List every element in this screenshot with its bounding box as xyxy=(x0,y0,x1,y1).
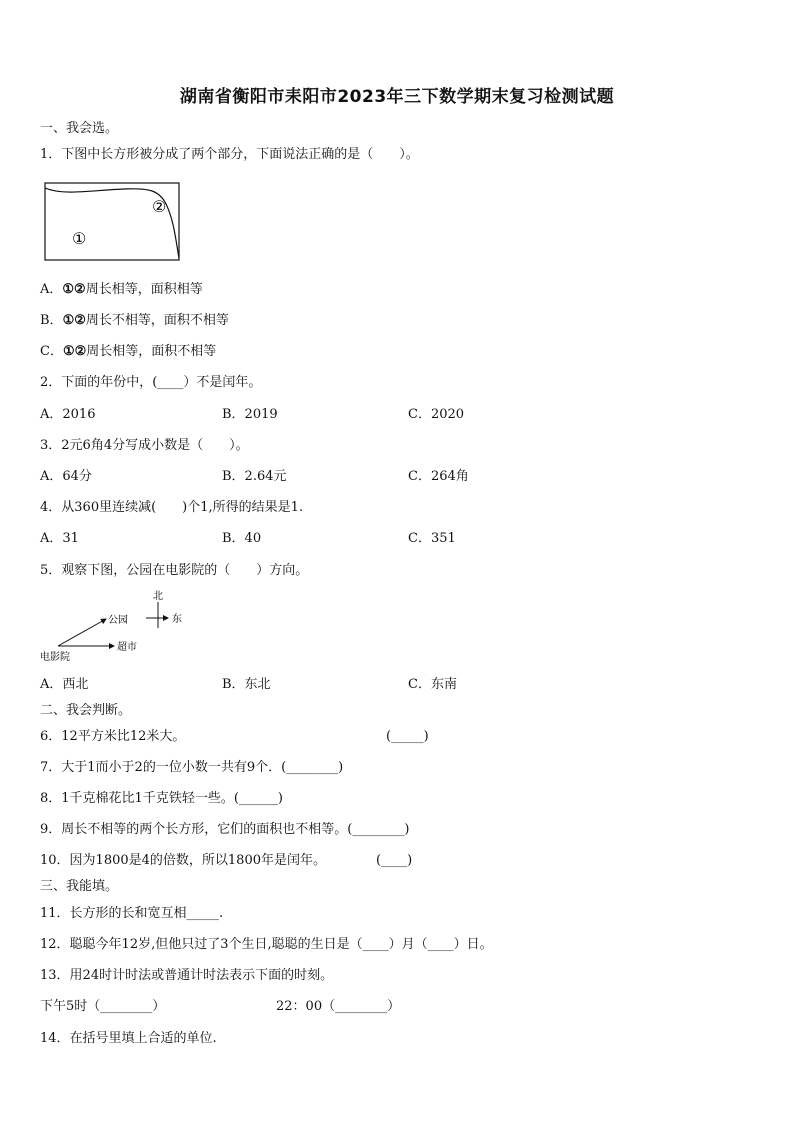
question-8: 8．1千克棉花比1千克铁轻一些。(______) xyxy=(40,791,283,806)
supermarket-label: 超市 xyxy=(117,642,137,653)
question-6: 6．12平方米比12米大。 xyxy=(40,729,186,744)
q5-direction-figure xyxy=(38,588,198,664)
section-heading-3: 三、我能填。 xyxy=(40,879,119,894)
question-10-blank[interactable]: (____) xyxy=(376,853,413,868)
arrow-to-park xyxy=(58,619,106,646)
q2-option-b[interactable]: B．2019 xyxy=(222,407,278,422)
q3-option-a[interactable]: A．64分 xyxy=(40,469,92,484)
q3-option-b[interactable]: B．2.64元 xyxy=(222,469,287,484)
question-9: 9．周长不相等的两个长方形，它们的面积也不相等。(________) xyxy=(40,822,410,837)
question-3: 3．2元6角4分写成小数是（ ）。 xyxy=(40,438,249,453)
page-title: 湖南省衡阳市耒阳市2023年三下数学期末复习检测试题 xyxy=(179,87,615,107)
question-4: 4．从360里连续减( )个1,所得的结果是1. xyxy=(40,500,304,515)
cinema-label: 电影院 xyxy=(40,652,70,663)
q4-option-a[interactable]: A．31 xyxy=(40,531,79,546)
q1-option-c[interactable] xyxy=(40,345,216,358)
q1-rectangle-figure xyxy=(44,182,184,262)
question-2: 2．下面的年份中，(____）不是闰年。 xyxy=(40,375,262,390)
question-6-blank[interactable]: (_____) xyxy=(386,729,429,744)
option-text: 周长相等，面积相等 xyxy=(85,282,203,297)
q2-option-c[interactable]: C．2020 xyxy=(408,407,465,422)
question-7: 7．大于1而小于2的一位小数一共有9个．(________) xyxy=(40,760,344,775)
question-13-item-a[interactable]: 下午5时（________） xyxy=(40,999,166,1014)
q1-option-b[interactable] xyxy=(40,314,229,327)
option-letter: A． xyxy=(40,282,63,297)
question-14: 14．在括号里填上合适的单位. xyxy=(40,1031,217,1046)
option-circled: ①② xyxy=(62,344,87,359)
question-1: 1．下图中长方形被分成了两个部分，下面说法正确的是（ ）。 xyxy=(40,147,419,162)
section-heading-1: 一、我会选。 xyxy=(40,121,119,136)
question-13: 13．用24时计时法或普通计时法表示下面的时刻。 xyxy=(40,968,334,983)
q4-option-b[interactable]: B．40 xyxy=(222,531,262,546)
q2-option-a[interactable]: A．2016 xyxy=(40,407,96,422)
question-5: 5．观察下图，公园在电影院的（ ）方向。 xyxy=(40,563,309,578)
q3-option-c[interactable]: C．264角 xyxy=(408,469,469,484)
part-1-label: ① xyxy=(72,229,87,248)
east-label: 东 xyxy=(172,614,182,625)
option-letter: C． xyxy=(40,344,63,359)
q5-option-c[interactable]: C．东南 xyxy=(408,677,457,692)
section-heading-2: 二、我会判断。 xyxy=(40,703,132,718)
question-11: 11．长方形的长和宽互相_____. xyxy=(40,906,224,921)
part-2-label: ② xyxy=(152,197,167,216)
q1-option-a[interactable] xyxy=(40,283,203,296)
q5-option-a[interactable]: A．西北 xyxy=(40,677,89,692)
question-13-item-b[interactable]: 22：00（________） xyxy=(276,999,401,1014)
option-letter: B． xyxy=(40,313,63,328)
option-text: 周长不相等，面积不相等 xyxy=(85,313,229,328)
option-circled: ①② xyxy=(62,282,86,297)
park-label: 公园 xyxy=(108,615,128,626)
question-12: 12．聪聪今年12岁,但他只过了3个生日,聪聪的生日是（____）月（____）日。 xyxy=(40,937,493,952)
q5-option-b[interactable]: B．东北 xyxy=(222,677,271,692)
north-label: 北 xyxy=(153,591,163,602)
option-circled: ①② xyxy=(62,313,86,328)
q4-option-c[interactable]: C．351 xyxy=(408,531,456,546)
question-10: 10．因为1800是4的倍数，所以1800年是闰年。 xyxy=(40,853,326,868)
option-text: 周长相等，面积不相等 xyxy=(86,344,217,359)
